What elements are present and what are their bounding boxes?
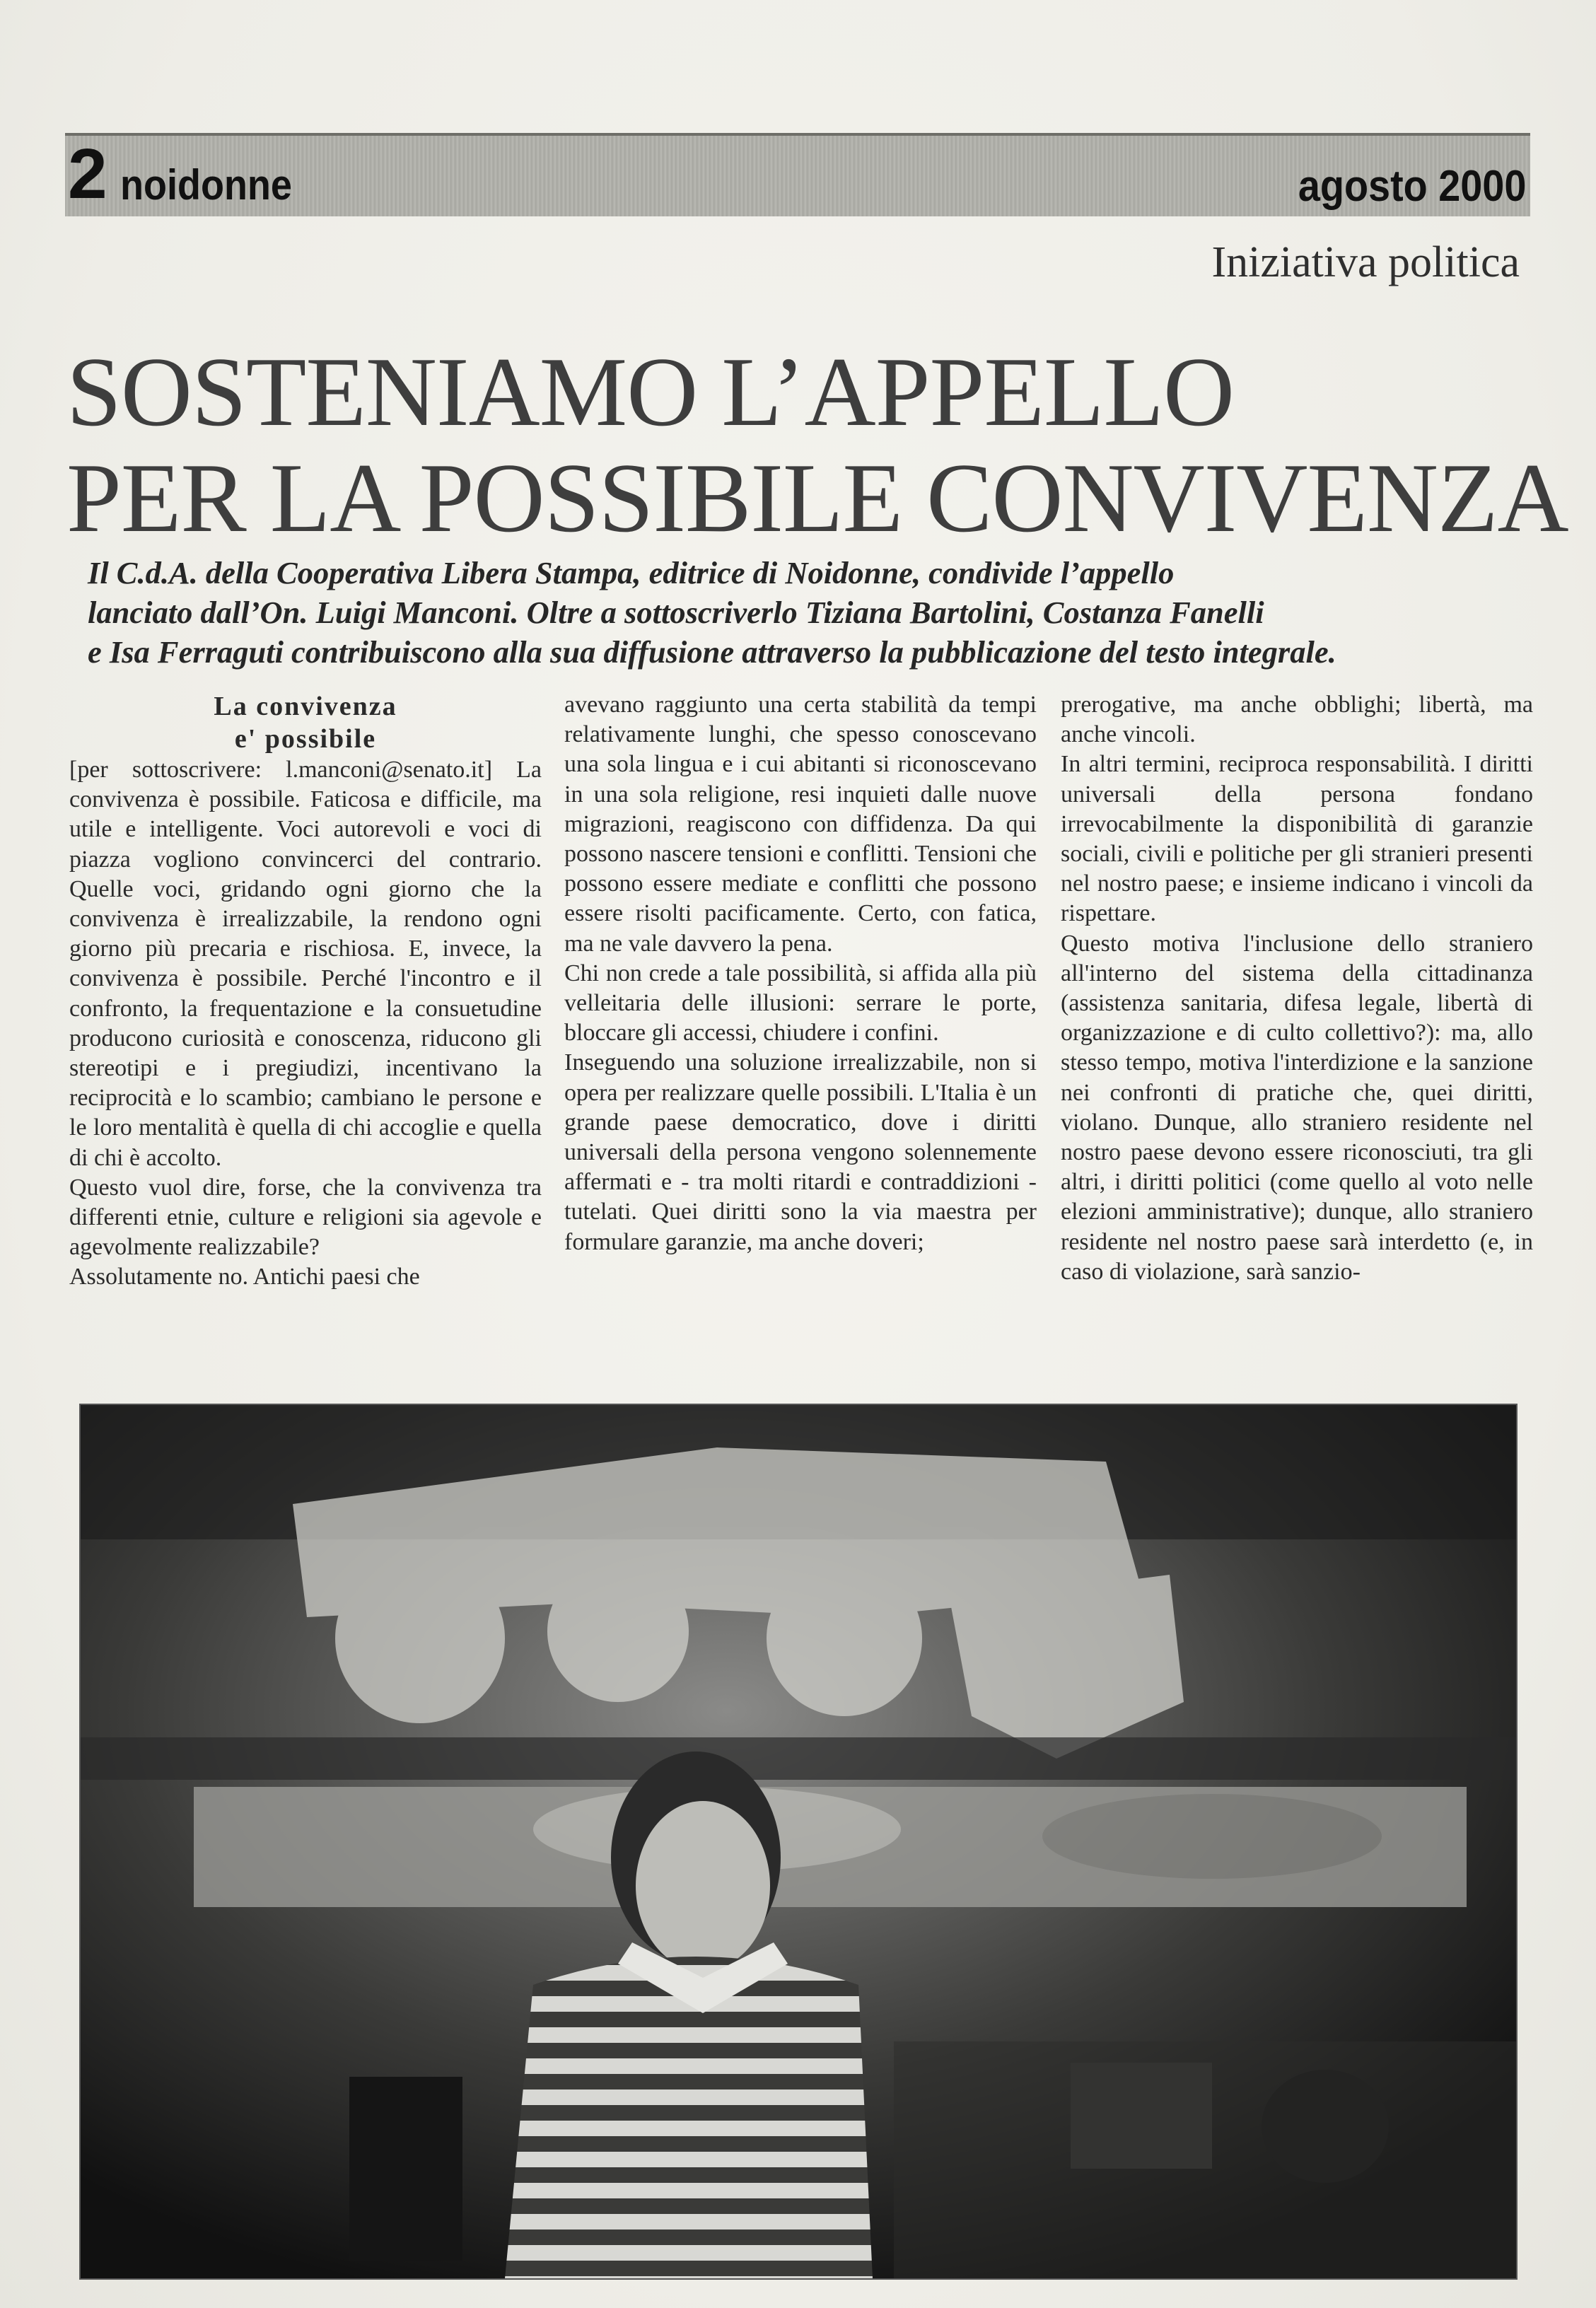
shelf-wool: [194, 1787, 1467, 1907]
article-paragraph: Questo motiva l'inclusione dello straniero all'interno del sistema della cittadinanza (assistenza sanitaria, difesa legale, libertà di organizzazione e di culto collettivo?): ma, allo stesso tempo, motiva l'interdizione e la sanzione nei confronti di pratiche che, quei diritti, violano. Dunque, allo straniero residente nel nostro paese devono essere riconosciuti, tra gli altri, i diritti politici (come quello al voto nelle elezioni amministrative); dunque, allo straniero residente nel nostro paese sarà interdetto (e, in caso di violazione, sarà sanzio-: [1061, 930, 1533, 1285]
subheadline: [88, 553, 1544, 672]
page-number: 2: [68, 134, 107, 214]
article-title-line-2: e' possibile: [234, 724, 377, 754]
issue-date: agosto 2000: [1298, 162, 1526, 211]
headline-line-2: PER LA POSSIBILE CONVIVENZA: [66, 443, 1568, 553]
article-paragraph: Inseguendo una soluzione irrealizzabile, non si opera per realizzare quelle possibili. L'Italia è un grande paese democratico, dove i diritti universali della persona vengono solennemente affermati e - tra molti ritardi e contraddizioni - tutelati. Quei diritti sono la via maestra per formulare garanzie, ma anche doveri;: [564, 1049, 1037, 1255]
headline-line-1: SOSTENIAMO L’APPELLO: [66, 337, 1235, 447]
subheadline-line-1: Il C.d.A. della Cooperativa Libera Stampa, editrice di Noidonne, condivide l’appello: [88, 555, 1175, 590]
article-paragraph: Questo vuol dire, forse, che la convivenza tra differenti etnie, culture e religioni sia agevole e agevolmente realizzabile?: [69, 1174, 542, 1261]
article-paragraph: avevano raggiunto una certa stabilità da tempi relativamente lunghi, che spesso conoscevano una sola lingua e i cui abitanti si riconoscevano in una sola religione, resi inquieti dalle nuove migrazioni, reagiscono con diffidenza. Da qui possono nascere tensioni e conflitti. Tensioni che possono essere mediate e conflitti che possono essere risolti pacificamente. Certo, con fatica, ma ne vale davvero la pena.: [564, 692, 1037, 957]
article-column-3: [1061, 690, 1533, 1287]
subheadline-line-3: e Isa Ferraguti contribuiscono alla sua diffusione attraverso la pubblicazione del testo integrale.: [88, 634, 1336, 670]
article-paragraph: Chi non crede a tale possibilità, si affida alla più velleitaria delle illusioni: serrare le porte, bloccare gli accessi, chiudere i confini.: [564, 960, 1037, 1047]
newspaper-name: noidonne: [120, 161, 292, 209]
article-paragraph: [per sottoscrivere: l.manconi@senato.it] La convivenza è possibile. Faticosa e difficile, ma utile e intelligente. Voci autorevoli e voci di piazza vogliono convincerci del contrario. Quelle voci, gridando ogni giorno che la convivenza è irrealizzabile, la rendono ogni giorno più precaria e rischiosa. E, invece, la convivenza è possibile. Perché l'incontro e il confronto, la frequentazione e la consuetudine producono curiosità e conoscenza, riducono gli stereotipi e i pregiudizi, incentivano la reciprocità e lo scambio; cambiano le persone e le loro mentalità è quella di chi accoglie e quella di chi è accolto.: [69, 757, 542, 1171]
article-column-1: [69, 690, 542, 1293]
photo-illustration: [81, 1405, 1516, 2278]
article-paragraph: prerogative, ma anche obblighi; libertà, ma anche vincoli.: [1061, 692, 1533, 748]
section-label: Iniziativa politica: [1211, 238, 1520, 286]
article-title-line-1: La convivenza: [214, 692, 397, 721]
article-photo: [79, 1404, 1518, 2280]
article-paragraph: Assolutamente no. Antichi paesi che: [69, 1264, 420, 1290]
subheadline-line-2: lanciato dall’On. Luigi Manconi. Oltre a sottoscriverlo Tiziana Bartolini, Costanza Fanelli: [88, 595, 1264, 630]
article-column-2: [564, 690, 1037, 1257]
masthead-bar: [65, 133, 1530, 216]
article-paragraph: In altri termini, reciproca responsabilità. I diritti universali della persona fondano irrevocabilmente la disponibilità di garanzie sociali, civili e politiche per gli stranieri presenti nel nostro paese; e insieme indicano i vincoli da rispettare.: [1061, 751, 1533, 927]
headline: [66, 337, 1568, 553]
